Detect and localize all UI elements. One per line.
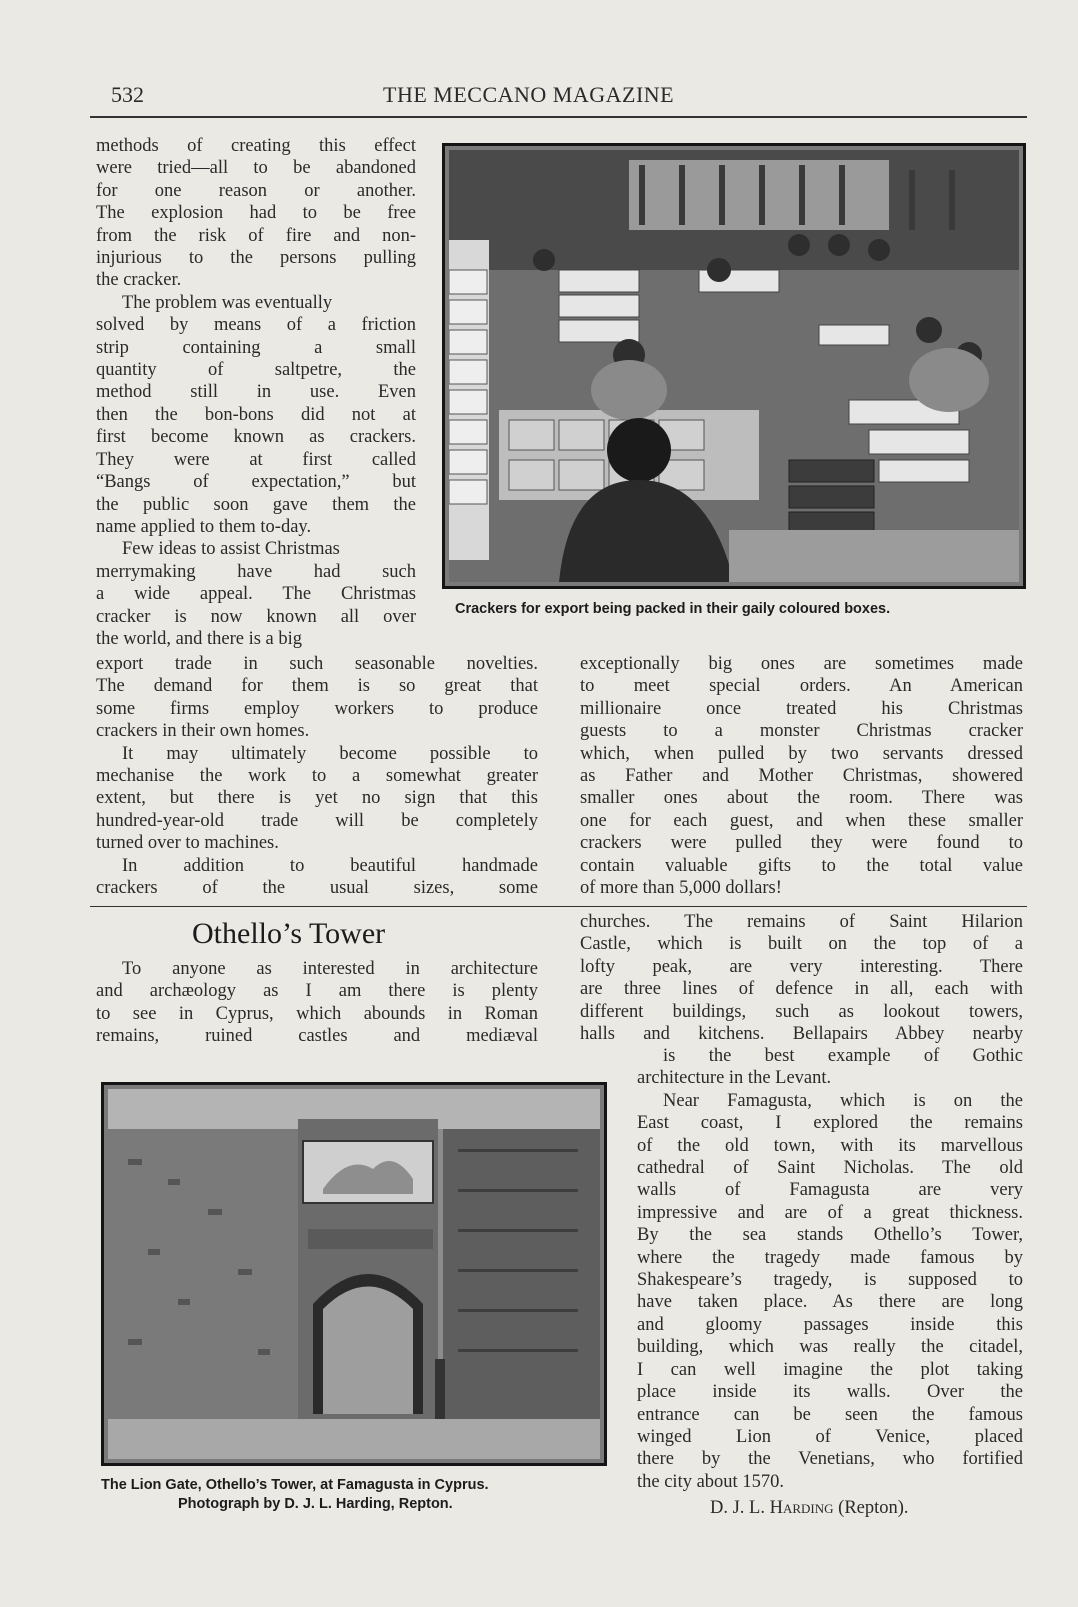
text-line: merrymaking have had such [96, 561, 416, 582]
photo-scene [449, 150, 1019, 582]
text-line: methods of creating this effect [96, 136, 416, 156]
page-number: 532 [111, 82, 144, 107]
text-line: hundred-year-old trade will be completely [96, 810, 538, 831]
text-line: The problem was eventually [122, 292, 333, 313]
text-line: guests to a monster Christmas cracker [580, 721, 1023, 742]
text-line: smaller ones about the room. There was [580, 788, 1023, 809]
text-line: name applied to them to-day. [96, 516, 312, 537]
mid-right-column [580, 653, 1023, 899]
text-line: cracker is now known all over [96, 606, 416, 627]
text-line: To anyone as interested in architecture [122, 959, 538, 979]
text-line: of more than 5,000 dollars! [580, 878, 782, 899]
text-line: architecture in the Levant. [637, 1068, 832, 1089]
text-line: are three lines of defence in all, each with [580, 979, 1023, 1000]
text-line: cathedral of Saint Nicholas. The old [637, 1158, 1023, 1179]
text-line: walls of Famagusta are very [637, 1180, 1023, 1201]
lion-gate-caption-line1: The Lion Gate, Othello’s Tower, at Famagusta in Cyprus. [101, 1477, 489, 1493]
section-divider [90, 906, 1027, 907]
text-line: a wide appeal. The Christmas [96, 584, 416, 605]
text-line: from the risk of fire and non- [96, 225, 416, 246]
text-line: is the best example of Gothic [663, 1046, 1023, 1066]
text-line: crackers were pulled they were found to [580, 833, 1023, 854]
text-line: Near Famagusta, which is on the [663, 1090, 1023, 1111]
text-line: They were at first called [96, 449, 416, 470]
text-line: crackers in their own homes. [96, 721, 310, 742]
text-line: mechanise the work to a somewhat greater [96, 766, 538, 787]
magazine-title: THE MECCANO MAGAZINE [383, 82, 675, 107]
text-line: the world, and there is a big [96, 628, 303, 649]
text-line: exceptionally big ones are sometimes made [580, 654, 1023, 674]
text-line: different buildings, such as lookout towers, [580, 1001, 1023, 1022]
photo-illustration [108, 1089, 600, 1459]
text-line: impressive and are of a great thickness. [637, 1202, 1023, 1223]
text-line: place inside its walls. Over the [637, 1382, 1023, 1403]
lion-gate-photo [101, 1082, 607, 1466]
text-line: extent, but there is yet no sign that this [96, 788, 538, 809]
text-line: “Bangs of expectation,” but [96, 472, 416, 493]
text-line: of the old town, with its marvellous [637, 1135, 1023, 1156]
text-line: as Father and Mother Christmas, showered [580, 766, 1023, 787]
photo-scene [108, 1089, 600, 1459]
article-heading: Othello’s Tower [192, 917, 386, 950]
mid-left-column [96, 653, 538, 899]
lion-gate-caption-line2: Photograph by D. J. L. Harding, Repton. [178, 1496, 453, 1512]
text-line: export trade in such seasonable novelties. [96, 654, 538, 674]
text-line: contain valuable gifts to the total value [580, 855, 1023, 876]
top-photo-caption: Crackers for export being packed in their gaily coloured boxes. [455, 601, 891, 617]
text-line: which, when pulled by two servants dressed [580, 743, 1023, 764]
text-line: method still in use. Even [96, 382, 416, 403]
text-line: Castle, which is built on the top of a [580, 934, 1023, 955]
text-line: the city about 1570. [637, 1471, 784, 1492]
text-line: turned over to machines. [96, 833, 279, 854]
text-line: strip containing a small [96, 337, 416, 358]
photo-illustration [449, 150, 1019, 582]
signature-initials: D. J. L. [710, 1498, 770, 1518]
text-line: to see in Cyprus, which abounds in Roman [96, 1003, 538, 1024]
text-line: quantity of saltpetre, the [96, 360, 416, 381]
signature-name: Harding [769, 1498, 834, 1518]
text-line: first become known as crackers. [96, 427, 416, 448]
cracker-packing-photo [442, 143, 1026, 589]
text-line: the public soon gave them the [96, 494, 416, 515]
text-line: winged Lion of Venice, placed [637, 1426, 1023, 1447]
text-line: The demand for them is so great that [96, 676, 538, 697]
text-line: were tried—all to be abandoned [96, 158, 416, 179]
text-line: millionaire once treated his Christmas [580, 698, 1023, 719]
text-line: and archæology as I am there is plenty [96, 981, 538, 1002]
text-line: for one reason or another. [96, 180, 416, 201]
top-left-column [96, 135, 416, 650]
text-line: churches. The remains of Saint Hilarion [580, 912, 1023, 932]
text-line: some firms employ workers to produce [96, 698, 538, 719]
text-line: the cracker. [96, 270, 182, 291]
text-line: then the bon-bons did not at [96, 404, 416, 425]
text-line: In addition to beautiful handmade [122, 855, 538, 876]
article2-right-narrow-column [637, 1045, 1023, 1493]
text-line: building, which was really the citadel, [637, 1337, 1023, 1358]
text-line: solved by means of a friction [96, 315, 416, 336]
text-line: have taken place. As there are long [637, 1292, 1023, 1313]
text-line: entrance can be seen the famous [637, 1404, 1023, 1425]
text-line: remains, ruined castles and mediæval [96, 1026, 538, 1047]
text-line: Few ideas to assist Christmas [122, 539, 340, 560]
header-rule [90, 116, 1027, 118]
text-line: halls and kitchens. Bellapairs Abbey nearby [580, 1024, 1023, 1045]
text-line: Shakespeare’s tragedy, is supposed to [637, 1270, 1023, 1291]
text-line: By the sea stands Othello’s Tower, [637, 1225, 1023, 1246]
article2-left-column [96, 958, 538, 1048]
text-line: It may ultimately become possible to [122, 743, 538, 764]
signature-school: (Repton). [833, 1498, 909, 1518]
text-line: lofty peak, are very interesting. There [580, 956, 1023, 977]
text-line: one for each guest, and when these smaller [580, 810, 1023, 831]
text-line: and gloomy passages inside this [637, 1314, 1023, 1335]
text-line: East coast, I explored the remains [637, 1113, 1023, 1134]
text-line: where the tragedy made famous by [637, 1247, 1023, 1268]
author-signature [710, 1497, 909, 1519]
text-line: there by the Venetians, who fortified [637, 1449, 1023, 1470]
text-line: injurious to the persons pulling [96, 248, 416, 269]
text-line: The explosion had to be free [96, 203, 416, 224]
text-line: to meet special orders. An American [580, 676, 1023, 697]
text-line: I can well imagine the plot taking [637, 1359, 1023, 1380]
article2-right-column [580, 911, 1023, 1045]
text-line: crackers of the usual sizes, some [96, 878, 538, 899]
